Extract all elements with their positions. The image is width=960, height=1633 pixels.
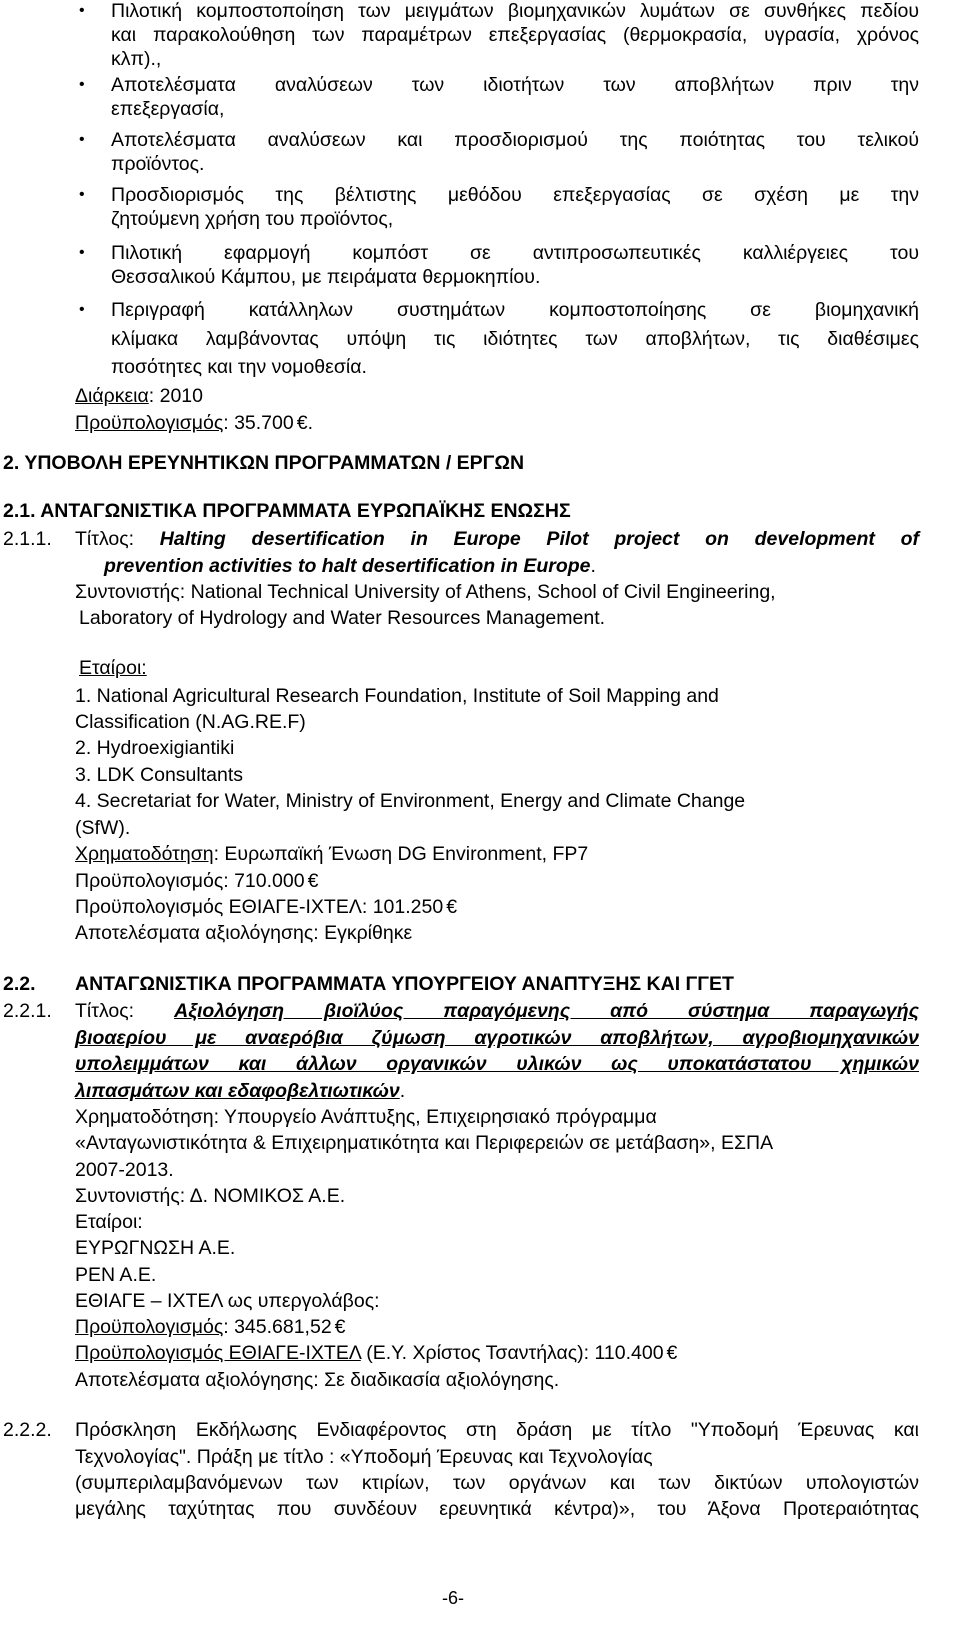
bullet-3-line-2: προϊόντος. <box>111 153 205 175</box>
title-text: υπολειμμάτων και άλλων οργανικών υλικών ως υποκατάστατου χημικών <box>75 1053 919 1075</box>
title-label: Τίτλος: <box>75 528 160 550</box>
title-text: βιοαερίου με αναερόβια ζύμωση αγροτικών αποβλήτων, αγροβιομηχανικών <box>75 1027 919 1049</box>
item-2-1-1-title-line-1 <box>75 527 919 551</box>
item-2-1-1-coordinator-line-2: Laboratory of Hydrology and Water Resources Management. <box>79 607 606 629</box>
item-2-2-1-funding-line-1: Χρηματοδότηση: Υπουργείο Ανάπτυξης, Επιχειρησιακό πρόγραμμα <box>75 1106 657 1128</box>
item-2-2-1-budget-ethiage <box>75 1341 677 1365</box>
bullet-5-line-2: Θεσσαλικού Κάμπου, με πειράματα θερμοκηπίου. <box>111 266 541 288</box>
budget-value: : 35.700 <box>223 412 294 434</box>
bullet-dot: • <box>79 244 85 261</box>
euro-icon: € <box>307 870 319 892</box>
item-2-2-2-line-3: (συμπεριλαμβανόμενων των κτιρίων, των οργάνων και των δικτύων υπολογιστών <box>75 1472 919 1494</box>
item-2-1-1-budget <box>75 869 318 893</box>
item-2-2-2-line-4: μεγάλης ταχύτητας που συνδέουν ερευνητικά κέντρα)», του Άξονα Προτεραιότητας <box>75 1498 919 1520</box>
item-2-2-2-line-2: Τεχνολογίας". Πράξη με τίτλο : «Υποδομή Έρευνας και Τεχνολογίας <box>75 1446 653 1468</box>
budget-text: Προϋπολογισμός ΕΘΙΑΓΕ-ΙΧΤΕΛ: 101.250 <box>75 896 444 918</box>
bullet-dot: • <box>79 301 85 318</box>
partner-line: 4. Secretariat for Water, Ministry of Environment, Energy and Climate Change <box>75 790 746 812</box>
bullet-dot: • <box>79 76 85 93</box>
bullet-4-line-1: Προσδιορισμός της βέλτιστης μεθόδου επεξεργασίας σε σχέση με την <box>111 184 919 206</box>
item-2-2-2-line-1: Πρόσκληση Εκδήλωσης Ενδιαφέροντος στη δράση με τίτλο "Υποδομή Έρευνας και <box>75 1419 919 1441</box>
partner-line: 2. Hydroexigiantiki <box>75 737 235 759</box>
item-2-2-1-budget <box>75 1315 346 1339</box>
item-2-2-1-number: 2.2.1. <box>3 1000 52 1022</box>
budget-label: Προϋπολογισμός <box>75 1316 224 1338</box>
title-end: . <box>590 555 596 577</box>
partner-line: ΡΕΝ Α.Ε. <box>75 1264 157 1286</box>
bullet-1-line-1: Πιλοτική κομποστοποίηση των μειγμάτων βιομηχανικών λυμάτων σε συνθήκες πεδίου <box>111 0 919 22</box>
partner-line: 1. National Agricultural Research Foundation, Institute of Soil Mapping and <box>75 685 719 707</box>
bullet-2-line-2: επεξεργασία, <box>111 98 225 120</box>
euro-icon: € <box>334 1316 346 1338</box>
section-2-1-heading: 2.1. ΑΝΤΑΓΩΝΙΣΤΙΚΑ ΠΡΟΓΡΑΜΜΑΤΑ ΕΥΡΩΠΑΪΚΗΣ ΕΝΩΣΗΣ <box>3 500 571 522</box>
bullet-2-line-1: Αποτελέσματα αναλύσεων των ιδιοτήτων των αποβλήτων πριν την <box>111 74 919 96</box>
page-number: -6- <box>442 1588 464 1608</box>
euro-icon: € <box>446 896 458 918</box>
budget-value: (Ε.Υ. Χρίστος Τσαντήλας): 110.400 <box>360 1342 664 1364</box>
budget-line <box>75 411 313 435</box>
title-text: Αξιολόγηση βιοϊλύος παραγόμενης από σύστημα παραγωγής <box>174 1000 919 1022</box>
partner-line: ΕΥΡΩΓΝΩΣΗ Α.Ε. <box>75 1237 236 1259</box>
euro-icon: € <box>666 1342 678 1364</box>
partner-line: ΕΘΙΑΓΕ – ΙΧΤΕΛ ως υπεργολάβος: <box>75 1290 380 1312</box>
bullet-6-line-1: Περιγραφή κατάλληλων συστημάτων κομποστοποίησης σε βιομηχανική <box>111 299 919 321</box>
partner-line: 3. LDK Consultants <box>75 764 244 786</box>
bullet-6-line-2: κλίμακα λαμβάνοντας υπόψη τις ιδιότητες των αποβλήτων, τις διαθέσιμες <box>111 328 919 350</box>
item-2-2-1-title-line-4 <box>75 1079 405 1103</box>
item-2-2-1-funding-line-3: 2007-2013. <box>75 1159 174 1181</box>
bullet-1-line-3: κλπ)., <box>111 48 162 70</box>
item-2-2-1-funding-line-2: «Ανταγωνιστικότητα & Επιχειρηματικότητα και Περιφερειών σε μετάβαση», ΕΣΠΑ <box>75 1132 774 1154</box>
budget-tail: . <box>307 412 313 434</box>
partner-line: (SfW). <box>75 817 131 839</box>
funding-label: Χρηματοδότηση <box>75 843 214 865</box>
bullet-4-line-2: ζητούμενη χρήση του προϊόντος, <box>111 208 394 230</box>
duration-line <box>75 384 203 408</box>
budget-label: Προϋπολογισμός <box>75 412 224 434</box>
item-2-1-1-coordinator-line-1: Συντονιστής: National Technical University of Athens, School of Civil Engineering, <box>75 581 776 603</box>
title-text: Halting desertification in Europe Pilot project on development of <box>159 528 919 550</box>
item-2-2-1-evaluation: Αποτελέσματα αξιολόγησης: Σε διαδικασία αξιολόγησης. <box>75 1369 560 1391</box>
bullet-dot: • <box>79 186 85 203</box>
section-2-heading: 2. ΥΠΟΒΟΛΗ ΕΡΕΥΝΗΤΙΚΩΝ ΠΡΟΓΡΑΜΜΑΤΩΝ / ΕΡΓΩΝ <box>3 452 525 474</box>
item-2-2-1-coordinator: Συντονιστής: Δ. ΝΟΜΙΚΟΣ Α.Ε. <box>75 1185 346 1207</box>
title-text: prevention activities to halt desertification in Europe <box>104 555 591 577</box>
item-2-1-1-funding <box>75 842 588 866</box>
budget-text: Προϋπολογισμός: 710.000 <box>75 870 305 892</box>
item-2-2-1-title-line-1 <box>75 999 919 1023</box>
bullet-6-line-3: ποσότητες και την νομοθεσία. <box>111 356 367 378</box>
title-text: λιπασμάτων και εδαφοβελτιωτικών <box>75 1080 400 1102</box>
bullet-3-line-1: Αποτελέσματα αναλύσεων και προσδιορισμού της ποιότητας του τελικού <box>111 129 919 151</box>
item-2-2-1-title-line-2 <box>75 1026 919 1050</box>
item-2-1-1-partners-label: Εταίροι: <box>79 657 147 679</box>
euro-icon: € <box>296 412 308 434</box>
item-2-1-1-budget-ethiage <box>75 895 457 919</box>
section-2-2-number: 2.2. <box>3 973 36 995</box>
section-2-2-heading: ΑΝΤΑΓΩΝΙΣΤΙΚΑ ΠΡΟΓΡΑΜΜΑΤΑ ΥΠΟΥΡΓΕΙΟΥ ΑΝΑΠΤΥΞΗΣ ΚΑΙ ΓΓΕΤ <box>75 973 734 995</box>
bullet-dot: • <box>79 131 85 148</box>
title-end: . <box>399 1080 406 1102</box>
budget-value: : 345.681,52 <box>223 1316 332 1338</box>
item-2-2-1-partners-label: Εταίροι: <box>75 1211 143 1233</box>
duration-value: : 2010 <box>148 385 203 407</box>
item-2-2-1-title-line-3 <box>75 1052 919 1076</box>
item-2-1-1-evaluation: Αποτελέσματα αξιολόγησης: Εγκρίθηκε <box>75 922 413 944</box>
item-2-1-1-number: 2.1.1. <box>3 528 52 550</box>
bullet-5-line-1: Πιλοτική εφαρμογή κομπόστ σε αντιπροσωπευτικές καλλιέργειες του <box>111 242 919 264</box>
funding-value: : Ευρωπαϊκή Ένωση DG Environment, FP7 <box>213 843 589 865</box>
budget-label: Προϋπολογισμός ΕΘΙΑΓΕ-ΙΧΤΕΛ <box>75 1342 361 1364</box>
bullet-dot: • <box>79 2 85 19</box>
item-2-2-2-number: 2.2.2. <box>3 1419 52 1441</box>
partner-line: Classification (N.AG.RE.F) <box>75 711 306 733</box>
title-label: Τίτλος: <box>75 1000 175 1022</box>
bullet-1-line-2: και παρακολούθηση των παραμέτρων επεξεργασίας (θερμοκρασία, υγρασία, χρόνος <box>111 24 919 46</box>
item-2-1-1-title-line-2 <box>104 554 596 578</box>
duration-label: Διάρκεια <box>75 385 149 407</box>
